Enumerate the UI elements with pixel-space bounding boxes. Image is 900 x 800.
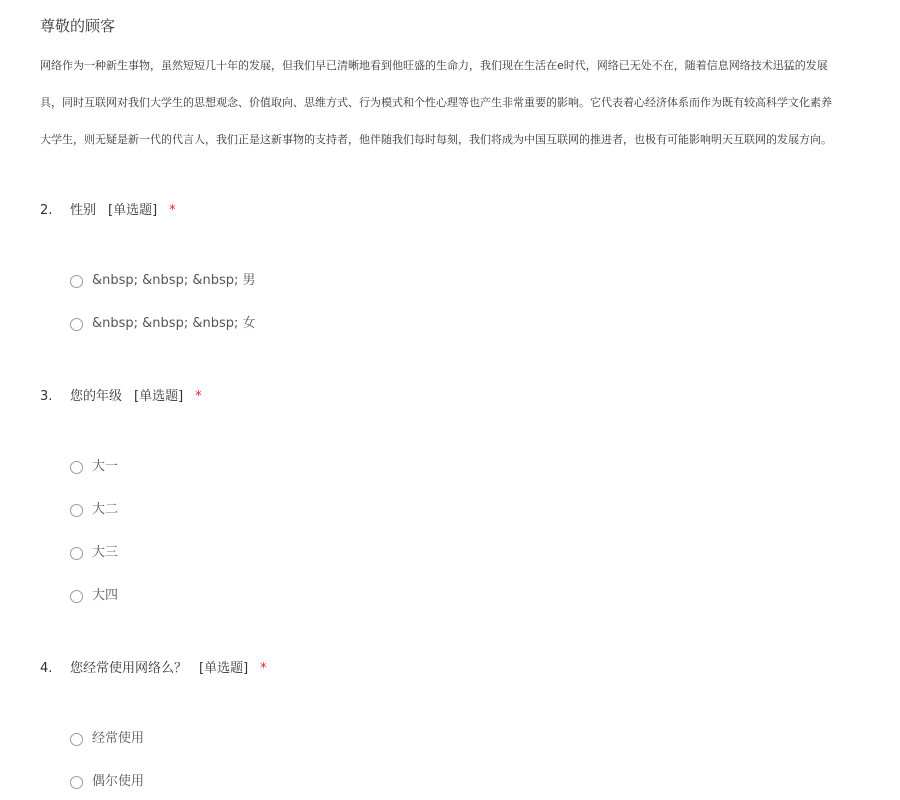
question-type-label: [单选题] [108,203,158,218]
option-senior[interactable] [70,586,118,606]
radio-button[interactable] [70,461,83,474]
option-label: 偶尔使用 [92,774,145,789]
question-number: 3. [40,389,53,404]
question-grade [40,387,900,603]
intro-line: 网络作为一种新生事物，虽然短短几十年的发展，但我们早已清晰地看到他旺盛的生命力，我们现在生活在e时代，网络已无处不在，随着信息网络技术迅猛的发展 [40,59,828,72]
question-internet-usage [40,659,900,789]
option-label: 经常使用 [92,731,145,746]
intro-paragraph [40,56,900,167]
question-text: 性别 [70,203,97,218]
option-label: &nbsp; &nbsp; &nbsp; 女 [92,316,256,331]
question-number: 4. [40,661,53,676]
greeting-title: 尊敬的顾客 [40,17,116,35]
option-label: 大三 [92,545,119,560]
intro-line: 具，同时互联网对我们大学生的思想观念、价值取向、思维方式、行为模式和个性心理等也产生非常重要的影响。它代表着心经济体系而作为既有较高科学文化素养 [40,96,832,109]
radio-button[interactable] [70,275,83,288]
option-sophomore[interactable] [70,500,118,520]
question-type-label: [单选题] [134,389,184,404]
required-mark: * [169,203,176,218]
question-type-label: [单选题] [199,661,249,676]
question-title [40,659,900,679]
option-male[interactable] [70,271,256,291]
option-label: 大一 [92,459,119,474]
question-text: 您经常使用网络么？ [70,661,188,676]
question-text: 您的年级 [70,389,123,404]
option-female[interactable] [70,314,256,334]
option-label: &nbsp; &nbsp; &nbsp; 男 [92,273,256,288]
question-title [40,387,900,407]
option-frequent[interactable] [70,729,144,749]
option-label: 大四 [92,588,119,603]
option-label: 大二 [92,502,119,517]
option-occasional[interactable] [70,772,144,792]
required-mark: * [195,389,202,404]
radio-button[interactable] [70,318,83,331]
radio-button[interactable] [70,504,83,517]
radio-button[interactable] [70,733,83,746]
radio-button[interactable] [70,547,83,560]
question-number: 2. [40,203,53,218]
radio-button[interactable] [70,776,83,789]
question-gender [40,201,900,331]
intro-line: 大学生，则无疑是新一代的代言人，我们正是这新事物的支持者，他伴随我们每时每刻，我们将成为中国互联网的推进者，也极有可能影响明天互联网的发展方向。 [40,133,832,146]
option-freshman[interactable] [70,457,118,477]
question-title [40,201,900,221]
radio-button[interactable] [70,590,83,603]
required-mark: * [260,661,267,676]
option-junior[interactable] [70,543,118,563]
